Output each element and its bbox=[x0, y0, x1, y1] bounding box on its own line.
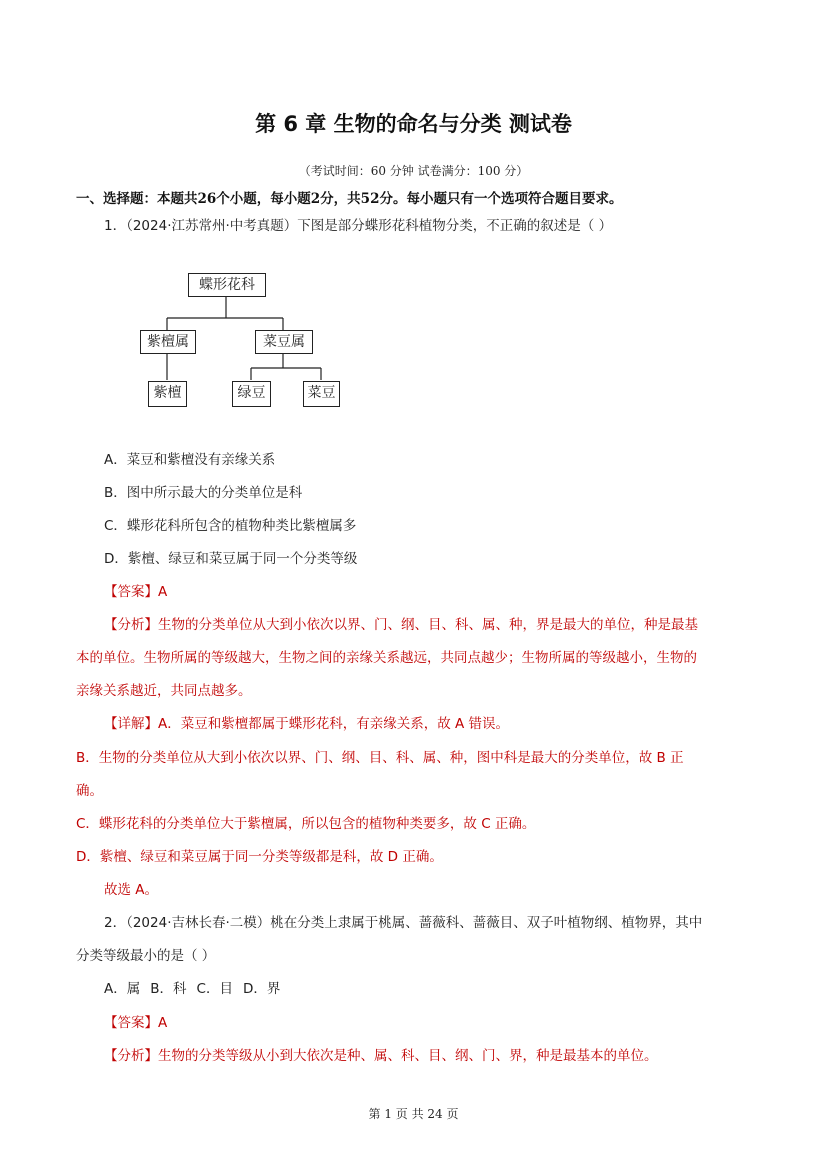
node-species-mid: 绿豆 bbox=[232, 381, 271, 407]
q1-option-c: C．蝶形花科所包含的植物种类比紫檀属多 bbox=[104, 518, 357, 534]
node-species-right: 菜豆 bbox=[303, 381, 340, 407]
node-genus-left: 紫檀属 bbox=[140, 330, 196, 354]
q2-option-b: B．科 bbox=[150, 981, 187, 997]
q2-option-c: C．目 bbox=[196, 981, 233, 997]
q1-detail-line-1 bbox=[104, 714, 509, 734]
detail-tag: 【详解】 bbox=[104, 716, 158, 732]
section-header: 一、选择题：本题共26个小题，每小题2分，共52分。每小题只有一个选项符合题目要求。 bbox=[76, 191, 623, 207]
node-genus-right: 菜豆属 bbox=[255, 330, 313, 354]
q2-option-d: D．界 bbox=[242, 981, 281, 997]
q1-option-b: B．图中所示最大的分类单位是科 bbox=[104, 485, 303, 501]
analysis-tag: 【分析】 bbox=[104, 1048, 158, 1064]
q2-stem-line-1: 2．（2024·吉林长春·二模）桃在分类上隶属于桃属、蔷薇科、蔷薇目、双子叶植物纲、植物界，其中 bbox=[104, 915, 703, 931]
q1-detail-line-5: D．紫檀、绿豆和菜豆属于同一分类等级都是科，故 D 正确。 bbox=[76, 849, 443, 865]
q1-detail-line-2: B．生物的分类单位从大到小依次以界、门、纲、目、科、属、种，图中科是最大的分类单位，故 B 正 bbox=[76, 750, 684, 766]
q1-option-a: A．菜豆和紫檀没有亲缘关系 bbox=[104, 452, 276, 468]
q1-conclusion: 故选 A。 bbox=[104, 882, 159, 898]
q1-option-d: D．紫檀、绿豆和菜豆属于同一个分类等级 bbox=[104, 551, 358, 567]
answer-tag: 【答案】 bbox=[104, 1015, 158, 1031]
q2-stem-line-2: 分类等级最小的是（ ） bbox=[76, 948, 216, 964]
answer-value: A bbox=[158, 1015, 168, 1031]
node-species-left: 紫檀 bbox=[148, 381, 187, 407]
q2-options bbox=[104, 979, 290, 999]
analysis-tag: 【分析】 bbox=[104, 617, 158, 633]
q1-analysis-line-1 bbox=[104, 615, 698, 635]
answer-value: A bbox=[158, 584, 168, 600]
answer-tag: 【答案】 bbox=[104, 584, 158, 600]
q1-analysis-line-3: 亲缘关系越近，共同点越多。 bbox=[76, 683, 252, 699]
page-title: 第 6 章 生物的命名与分类 测试卷 bbox=[255, 112, 572, 136]
exam-info: （考试时间：60 分钟 试卷满分：100 分） bbox=[298, 164, 529, 178]
q2-analysis bbox=[104, 1046, 658, 1066]
page-number: 第 1 页 共 24 页 bbox=[368, 1107, 459, 1121]
q1-detail-line-4: C．蝶形花科的分类单位大于紫檀属，所以包含的植物种类要多，故 C 正确。 bbox=[76, 816, 536, 832]
analysis-text: 生物的分类等级从小到大依次是种、属、科、目、纲、门、界，种是最基本的单位。 bbox=[158, 1048, 658, 1064]
q1-stem: 1．（2024·江苏常州·中考真题）下图是部分蝶形花科植物分类，不正确的叙述是（ ） bbox=[104, 218, 613, 234]
node-family: 蝶形花科 bbox=[188, 273, 266, 297]
q1-analysis-line-2: 本的单位。生物所属的等级越大，生物之间的亲缘关系越远，共同点越少；生物所属的等级越小，生物的 bbox=[76, 650, 697, 666]
q2-option-a: A．属 bbox=[104, 981, 141, 997]
q1-answer bbox=[104, 582, 167, 602]
q1-detail-line-3: 确。 bbox=[76, 783, 103, 799]
analysis-text: 生物的分类单位从大到小依次以界、门、纲、目、科、属、种，界是最大的单位，种是最基 bbox=[158, 617, 698, 633]
detail-text: A．菜豆和紫檀都属于蝶形花科，有亲缘关系，故 A 错误。 bbox=[158, 716, 510, 732]
q2-answer bbox=[104, 1013, 167, 1033]
